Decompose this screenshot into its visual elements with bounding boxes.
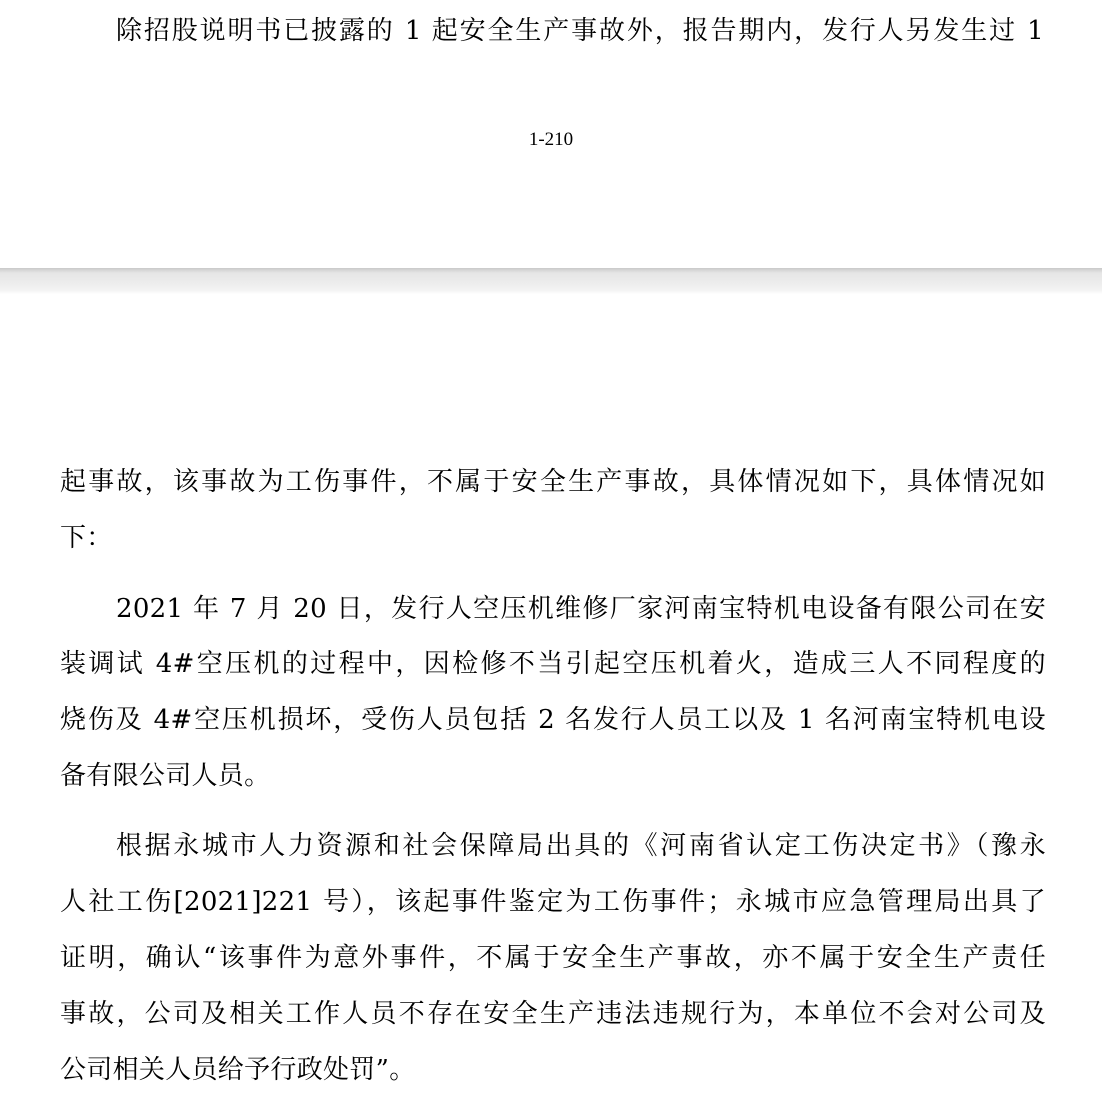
paragraph-2-line-2: 装调试 4#空压机的过程中，因检修不当引起空压机着火，造成三人不同程度的 — [60, 649, 1046, 679]
paragraph-3-line-4: 事故，公司及相关工作人员不存在安全生产违法违规行为，本单位不会对公司及 — [60, 999, 1046, 1029]
paragraph-2-line-4: 备有限公司人员。 — [60, 761, 271, 791]
paragraph-1-line-2: 下： — [60, 523, 113, 553]
paragraph-3-line-3: 证明，确认“该事件为意外事件，不属于安全生产事故，亦不属于安全生产责任 — [60, 943, 1046, 973]
paragraph-2-line-1: 2021 年 7 月 20 日，发行人空压机维修厂家河南宝特机电设备有限公司在安 — [116, 594, 1046, 624]
paragraph-3-line-1: 根据永城市人力资源和社会保障局出具的《河南省认定工伤决定书》（豫永 — [116, 831, 1046, 861]
previous-page-last-line: 除招股说明书已披露的 1 起安全生产事故外，报告期内，发行人另发生过 1 — [116, 16, 1044, 46]
current-page — [0, 294, 1102, 1104]
page-number: 1-210 — [528, 129, 574, 150]
page-separator — [0, 268, 1102, 294]
paragraph-3-line-2: 人社工伤[2021]221 号），该起事件鉴定为工伤事件；永城市应急管理局出具了 — [60, 887, 1046, 917]
paragraph-1-line-1: 起事故，该事故为工伤事件，不属于安全生产事故，具体情况如下，具体情况如 — [60, 467, 1046, 497]
previous-page — [0, 0, 1102, 268]
paragraph-2-line-3: 烧伤及 4#空压机损坏，受伤人员包括 2 名发行人员工以及 1 名河南宝特机电设 — [60, 705, 1046, 735]
paragraph-3-line-5: 公司相关人员给予行政处罚”。 — [60, 1055, 416, 1085]
